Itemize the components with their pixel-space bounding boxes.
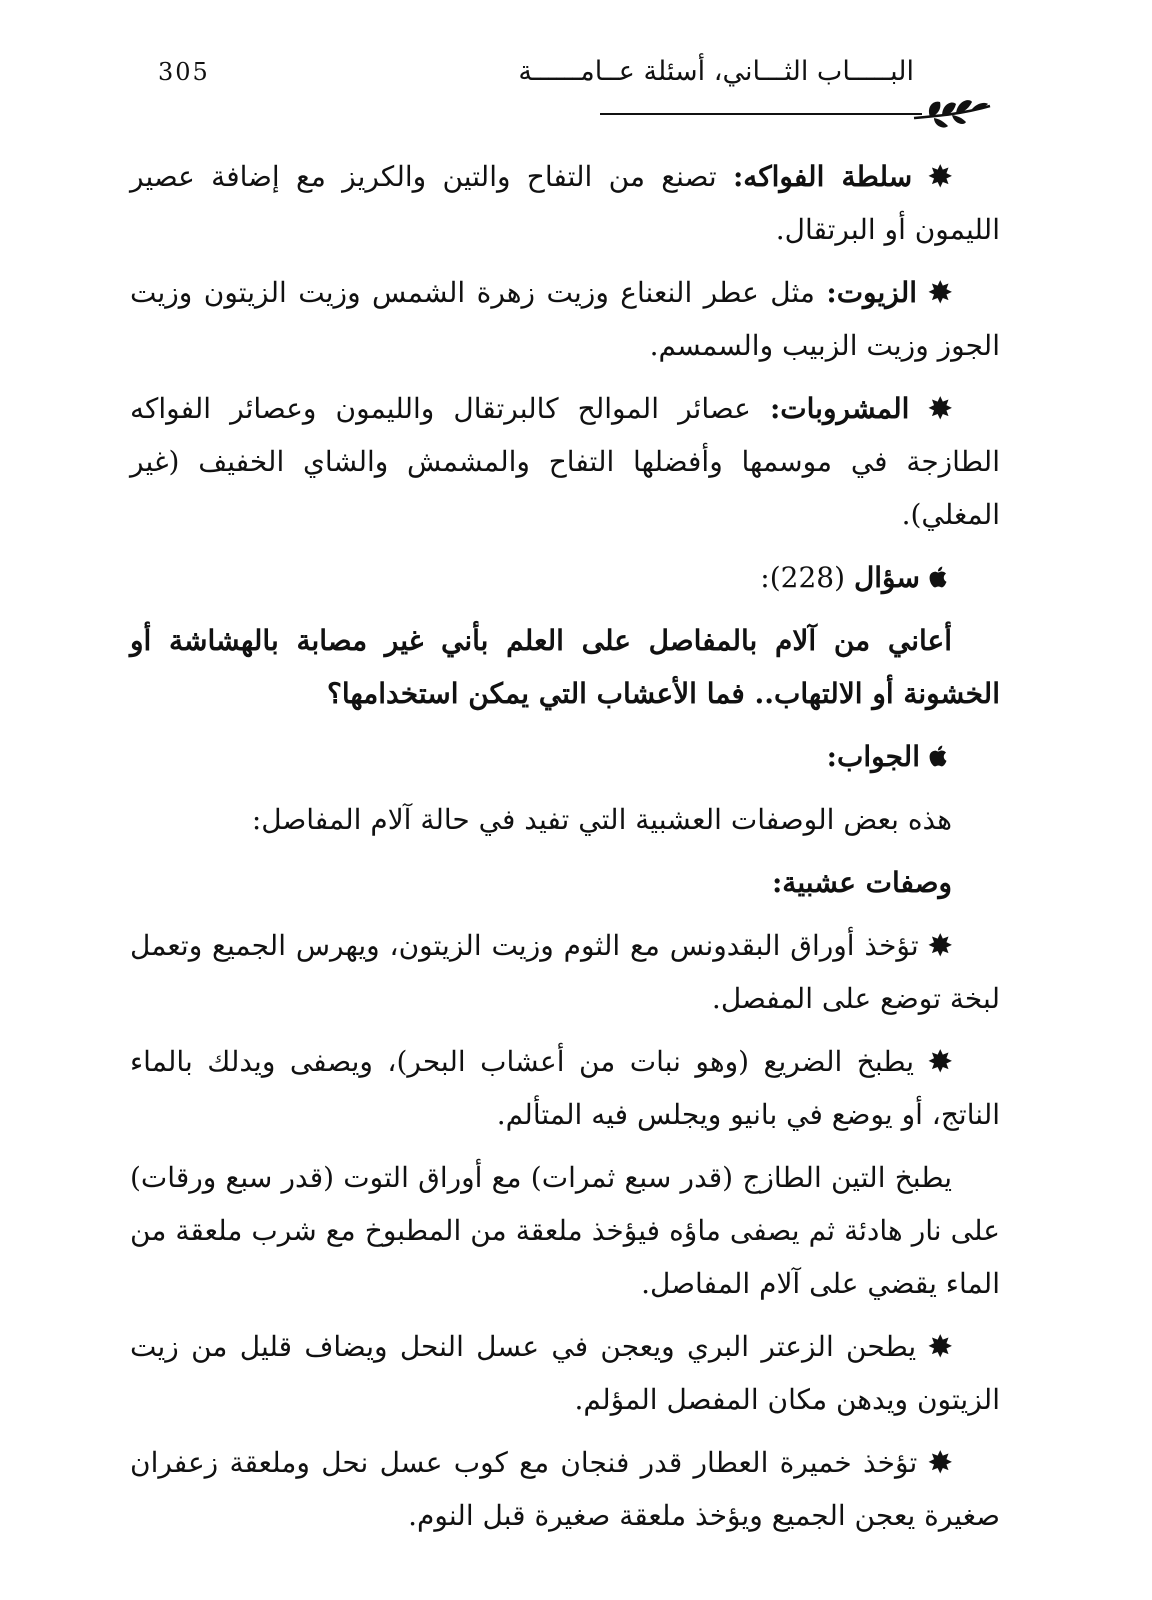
paragraph-fruit-salad: [130, 150, 1000, 256]
question-text: أعاني من آلام بالمفاصل على العلم بأني غير مصابة بالهشاشة أو الخشونة أو الالتهاب.. فما الأعشاب التي يمكن استخدامها؟: [130, 624, 1000, 710]
apple-icon: [926, 743, 952, 769]
star-bullet-icon: ✸: [928, 392, 952, 425]
running-header: البـــــاب الثـــاني، أسئلة عــامــــــة: [518, 56, 914, 87]
question-label: سؤال: [853, 561, 920, 594]
apple-icon: [926, 564, 952, 590]
star-bullet-icon: ✸: [928, 929, 952, 962]
term-label: سلطة الفواكه:: [732, 160, 913, 193]
term-label: المشروبات:: [769, 392, 910, 425]
recipes-heading: وصفات عشبية:: [771, 866, 952, 899]
answer-heading: [130, 730, 1000, 783]
paragraph-drinks: [130, 382, 1000, 541]
header-rule: [600, 113, 922, 115]
page-body: [130, 150, 1000, 1552]
recipe-parsley: [130, 919, 1000, 1025]
paragraph-text: تصنع من التفاح والتين والكريز مع إضافة عصير الليمون أو البرتقال.: [130, 160, 1000, 246]
paragraph-oils: [130, 266, 1000, 372]
recipe-figs: يطبخ التين الطازج (قدر سبع ثمرات) مع أوراق التوت (قدر سبع ورقات) على نار هادئة ثم يصفى ماؤه فيؤخذ ملعقة من المطبوخ مع شرب ملعقة من الماء يقضي على آلام المفاصل.: [130, 1161, 1000, 1300]
star-bullet-icon: ✸: [928, 160, 953, 193]
answer-label: الجواب:: [826, 740, 920, 773]
recipe-yeast: [130, 1436, 1000, 1542]
paragraph-text: مثل عطر النعناع وزيت زهرة الشمس وزيت الزيتون وزيت الجوز وزيت الزبيب والسمسم.: [130, 276, 1000, 362]
star-bullet-icon: ✸: [928, 1446, 952, 1479]
paragraph-text: تؤخذ أوراق البقدونس مع الثوم وزيت الزيتون، ويهرس الجميع وتعمل لبخة توضع على المفصل.: [130, 929, 1000, 1015]
question-number: (228):: [760, 561, 854, 594]
recipe-thyme: [130, 1320, 1000, 1426]
question-heading: [130, 551, 1000, 604]
term-label: الزيوت:: [826, 276, 918, 309]
paragraph-text: يطحن الزعتر البري ويعجن في عسل النحل ويضاف قليل من زيت الزيتون ويدهن مكان المفصل المؤلم.: [130, 1330, 1000, 1416]
star-bullet-icon: ✸: [928, 276, 952, 309]
answer-intro: هذه بعض الوصفات العشبية التي تفيد في حالة آلام المفاصل:: [251, 803, 952, 836]
star-bullet-icon: ✸: [928, 1045, 952, 1078]
paragraph-text: عصائر الموالح كالبرتقال والليمون وعصائر الفواكه الطازجة في موسمها وأفضلها التفاح والمشمش والشاي الخفيف (غير المغلي).: [130, 392, 1000, 531]
paragraph-text: تؤخذ خميرة العطار قدر فنجان مع كوب عسل نحل وملعقة زعفران صغيرة يعجن الجميع ويؤخذ ملعقة صغيرة قبل النوم.: [130, 1446, 1000, 1532]
paragraph-text: يطبخ الضريع (وهو نبات من أعشاب البحر)، ويصفى ويدلك بالماء الناتج، أو يوضع في بانيو ويجلس فيه المتألم.: [130, 1045, 1000, 1131]
star-bullet-icon: ✸: [928, 1330, 952, 1363]
leaf-branch-icon: [912, 92, 992, 132]
page-number: 305: [158, 58, 210, 86]
recipe-seaweed: [130, 1035, 1000, 1141]
